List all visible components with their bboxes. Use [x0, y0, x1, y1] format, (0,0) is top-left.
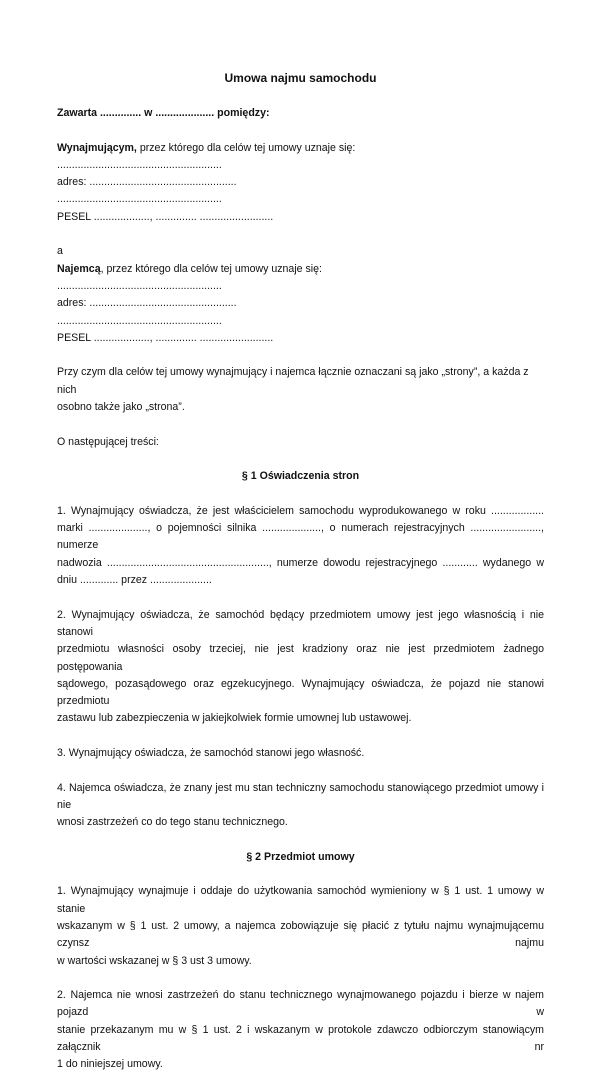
conjunction: a [57, 245, 63, 258]
section-2-heading: § 2 Przedmiot umowy [246, 850, 355, 863]
lessee-intro-text: , przez którego dla celów tej umowy uznaje się: [100, 262, 322, 275]
lessor-name-line: ........................................................ [57, 158, 222, 171]
lessor-intro-text: przez którego dla celów tej umowy uznaje się: [136, 141, 356, 154]
paragraph-line: 1 do niniejszej umowy. [57, 1058, 163, 1071]
lessee-name-line: ........................................................ [57, 279, 222, 292]
lessor-intro [57, 140, 544, 157]
paragraph-line: przedmiotu własności osoby trzeciej, nie jest kradziony oraz nie jest przedmiotem żadnego postępowania [57, 643, 544, 673]
lessor-pesel-line: PESEL ..................., .............. ......................... [57, 210, 274, 223]
lessor-address-line: adres: .................................................. [57, 176, 237, 189]
lessee-address-line-2: ........................................................ [57, 314, 222, 327]
section-2-paragraph-2 [57, 987, 544, 1073]
section-2-paragraph-1 [57, 883, 544, 969]
paragraph-line: sądowego, pozasądowego oraz egzekucyjnego. Wynajmujący oświadcza, że pojazd nie stanowi przedmiotu [57, 677, 544, 708]
paragraph-line: marki ...................., o pojemności silnika ...................., o numerach rejestracyjnych ........................, numerze [57, 522, 544, 552]
section-1-heading: § 1 Oświadczenia stron [241, 470, 360, 483]
paragraph-line: 2. Najemca nie wnosi zastrzeżeń do stanu technicznego wynajmowanego pojazdu i bierze w najem pojazd w [57, 989, 544, 1019]
contract-place-date-text: Zawarta .............. w .................... pomiędzy: [57, 107, 270, 119]
lessee-label: Najemcą [57, 262, 101, 275]
paragraph-line: 2. Wynajmujący oświadcza, że samochód będący przedmiotem umowy jest jego własnością i nie stanowi [57, 608, 544, 638]
paragraph-line: wskazanym w § 1 ust. 2 umowy, a najemca zobowiązuje się płacić z tytułu najmu wynajmującemu czynsz najmu [57, 919, 544, 950]
content-intro: O następującej treści: [57, 435, 159, 448]
paragraph-line: w wartości wskazanej w § 3 ust 3 umowy. [57, 954, 252, 967]
lessee-pesel-line: PESEL ..................., .............. ......................... [57, 331, 274, 344]
lessor-block [57, 140, 544, 226]
paragraph-line: 1. Wynajmujący wynajmuje i oddaje do użytkowania samochód wymieniony w § 1 ust. 1 umowy w stanie [57, 885, 544, 915]
lessee-intro [57, 261, 544, 278]
parties-definition [57, 364, 544, 416]
document-title: Umowa najmu samochodu [224, 71, 377, 85]
paragraph-line: zastawu lub zabezpieczenia w jakiejkolwiek formie umownej lub ustawowej. [57, 712, 412, 725]
section-1-paragraph-1 [57, 503, 544, 589]
paragraph-line: 1. Wynajmujący oświadcza, że jest właścicielem samochodu wyprodukowanego w roku .................. [57, 504, 544, 517]
paragraph-line: 4. Najemca oświadcza, że znany jest mu stan techniczny samochodu stanowiącego przedmiot umowy i nie [57, 781, 544, 811]
paragraph-line: wnosi zastrzeżeń co do tego stanu technicznego. [57, 816, 288, 829]
parties-definition-line-1: Przy czym dla celów tej umowy wynajmujący i najemca łącznie oznaczani są jako „strony”, a każda z nich [57, 366, 529, 396]
contract-place-date [57, 105, 544, 122]
lessee-address-line: adres: .................................................. [57, 297, 237, 310]
parties-definition-line-2: osobno także jako „strona”. [57, 401, 185, 414]
paragraph-line: dniu ............. przez ..................... [57, 574, 212, 587]
section-1-paragraph-3: 3. Wynajmujący oświadcza, że samochód stanowi jego własność. [57, 746, 365, 759]
paragraph-line: stanie przekazanym mu w § 1 ust. 2 i wskazanym w protokole zdawczo odbiorczym stanowiącym załącznik nr [57, 1023, 544, 1054]
lessor-address-line-2: ........................................................ [57, 193, 222, 206]
section-1-paragraph-4 [57, 780, 544, 832]
section-1-paragraph-2 [57, 607, 544, 728]
paragraph-line: nadwozia ......................................................., numerze dowodu rejestracyjnego ............ wydanego w [57, 556, 544, 569]
lessee-block [57, 261, 544, 347]
lessor-label: Wynajmującym, [57, 141, 137, 154]
